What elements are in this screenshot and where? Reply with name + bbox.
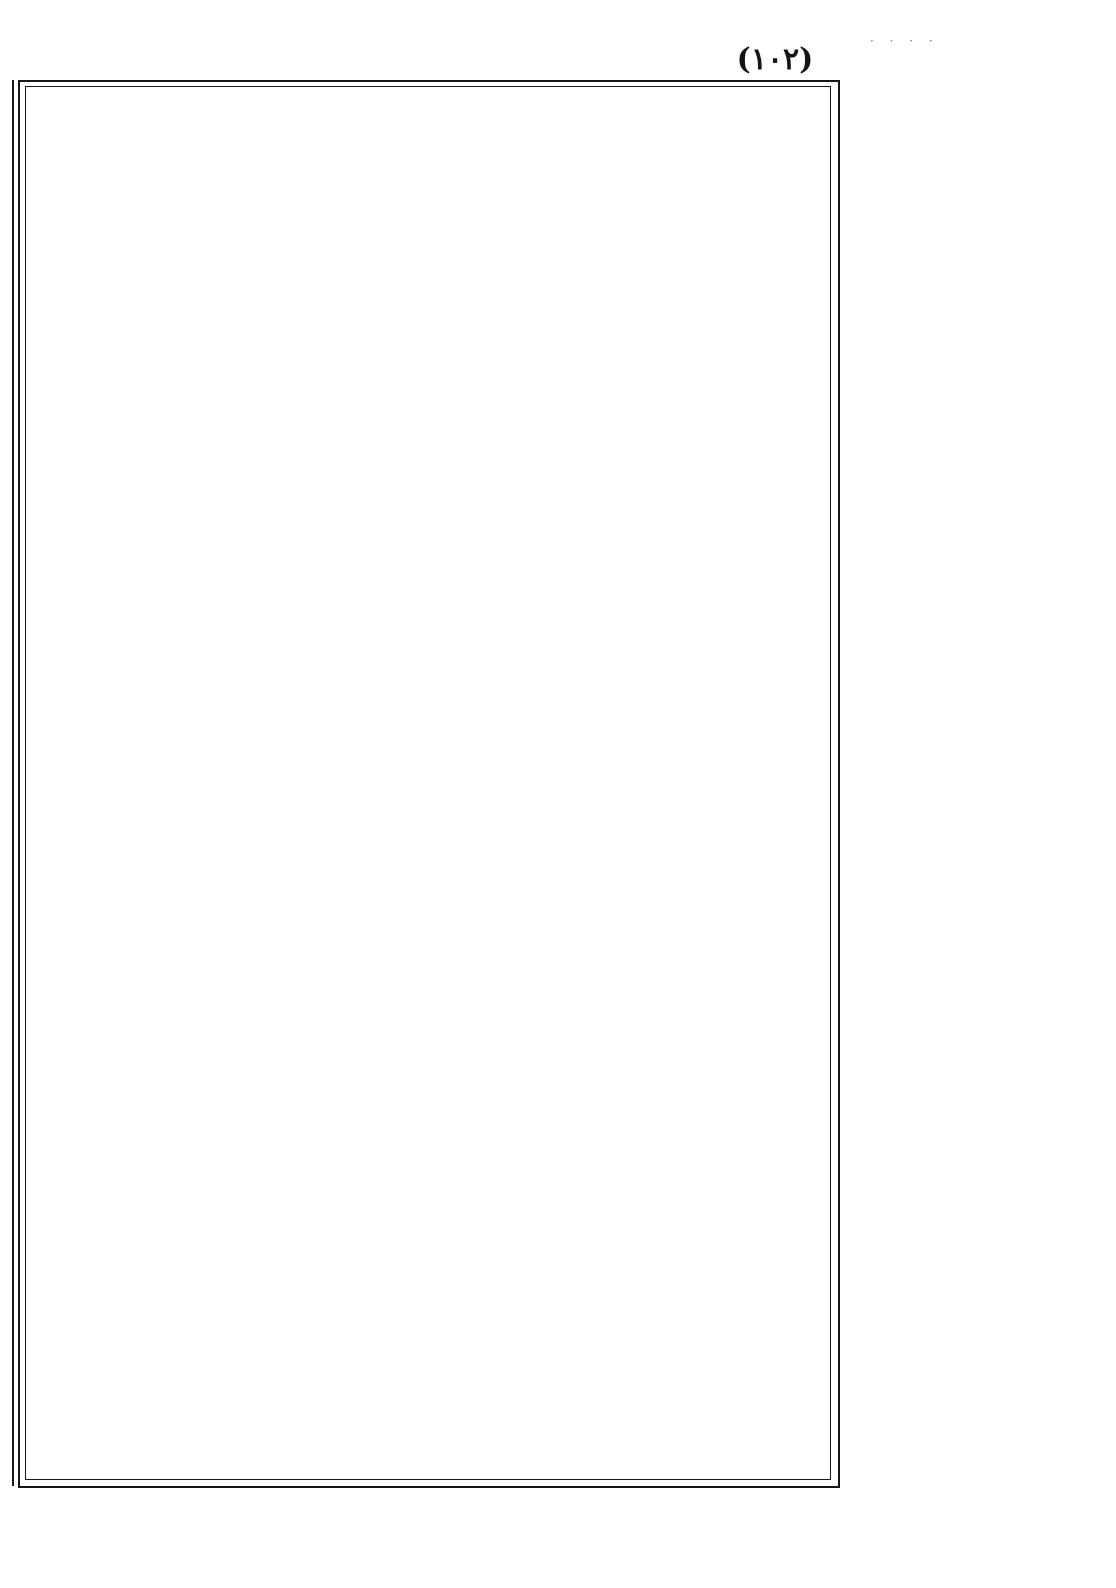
margin-line xyxy=(842,1181,1104,1212)
margin-line xyxy=(842,598,1104,629)
margin-line xyxy=(842,1335,1104,1366)
margin-line xyxy=(842,536,1104,567)
margin-line xyxy=(842,843,1104,874)
text-line xyxy=(32,472,824,507)
margin-line xyxy=(842,567,1104,598)
page-number: (١٠٢) xyxy=(736,42,814,77)
text-line xyxy=(32,576,824,611)
text-line xyxy=(32,818,824,853)
text-line xyxy=(32,610,824,645)
margin-line xyxy=(842,1457,1104,1488)
margin-line xyxy=(842,199,1104,230)
text-line xyxy=(32,1163,824,1198)
text-line xyxy=(32,334,824,369)
margin-line xyxy=(842,721,1104,752)
text-line xyxy=(32,161,824,196)
margin-line xyxy=(842,1212,1104,1243)
text-line xyxy=(32,230,824,265)
text-line xyxy=(32,1439,824,1474)
margin-line xyxy=(842,1304,1104,1335)
text-line xyxy=(32,1301,824,1336)
text-line xyxy=(32,403,824,438)
text-line xyxy=(32,852,824,887)
text-line xyxy=(32,1128,824,1163)
text-line xyxy=(32,714,824,749)
margin-line xyxy=(842,1028,1104,1059)
text-line xyxy=(32,1405,824,1440)
margin-line xyxy=(842,1242,1104,1273)
margin-line xyxy=(842,475,1104,506)
text-line xyxy=(32,127,824,162)
text-line xyxy=(32,1232,824,1267)
margin-line xyxy=(842,813,1104,844)
margin-line xyxy=(842,291,1104,322)
margin-line xyxy=(842,1120,1104,1151)
text-line xyxy=(32,507,824,542)
margin-line xyxy=(842,905,1104,936)
text-line xyxy=(32,645,824,680)
margin-line xyxy=(842,935,1104,966)
text-line xyxy=(32,956,824,991)
margin-line xyxy=(842,1427,1104,1458)
text-line xyxy=(32,1094,824,1129)
margin-line xyxy=(842,659,1104,690)
text-line xyxy=(32,783,824,818)
margin-line xyxy=(842,352,1104,383)
text-line xyxy=(32,1059,824,1094)
margin-line xyxy=(842,874,1104,905)
text-line xyxy=(32,368,824,403)
margin-commentary-block xyxy=(842,76,1104,1488)
text-line xyxy=(32,679,824,714)
margin-line xyxy=(842,1396,1104,1427)
margin-line xyxy=(842,629,1104,660)
margin-line xyxy=(842,782,1104,813)
margin-line xyxy=(842,229,1104,260)
text-line xyxy=(32,1267,824,1302)
margin-line xyxy=(842,414,1104,445)
margin-line xyxy=(842,383,1104,414)
margin-line xyxy=(842,1089,1104,1120)
text-line xyxy=(32,887,824,922)
text-line xyxy=(32,541,824,576)
text-line xyxy=(32,265,824,300)
margin-line xyxy=(842,76,1104,107)
text-line xyxy=(32,921,824,956)
text-line xyxy=(32,437,824,472)
margin-line xyxy=(842,1273,1104,1304)
margin-line xyxy=(842,137,1104,168)
margin-line xyxy=(842,444,1104,475)
margin-line xyxy=(842,168,1104,199)
text-line xyxy=(32,92,824,127)
catchword xyxy=(24,1500,144,1534)
margin-line xyxy=(842,1150,1104,1181)
margin-line xyxy=(842,260,1104,291)
margin-line xyxy=(842,107,1104,138)
margin-line xyxy=(842,322,1104,353)
main-text-block xyxy=(32,92,824,1474)
frame-left-rule xyxy=(12,80,14,1486)
text-line xyxy=(32,1336,824,1371)
margin-line xyxy=(842,997,1104,1028)
margin-line xyxy=(842,506,1104,537)
margin-line xyxy=(842,751,1104,782)
text-line xyxy=(32,1198,824,1233)
margin-line xyxy=(842,966,1104,997)
text-line xyxy=(32,299,824,334)
margin-line xyxy=(842,1365,1104,1396)
corner-dots: · · · · xyxy=(870,34,939,48)
text-line xyxy=(32,196,824,231)
text-line xyxy=(32,990,824,1025)
margin-line xyxy=(842,690,1104,721)
text-line xyxy=(32,1025,824,1060)
margin-line xyxy=(842,1058,1104,1089)
text-line xyxy=(32,1370,824,1405)
text-line xyxy=(32,748,824,783)
